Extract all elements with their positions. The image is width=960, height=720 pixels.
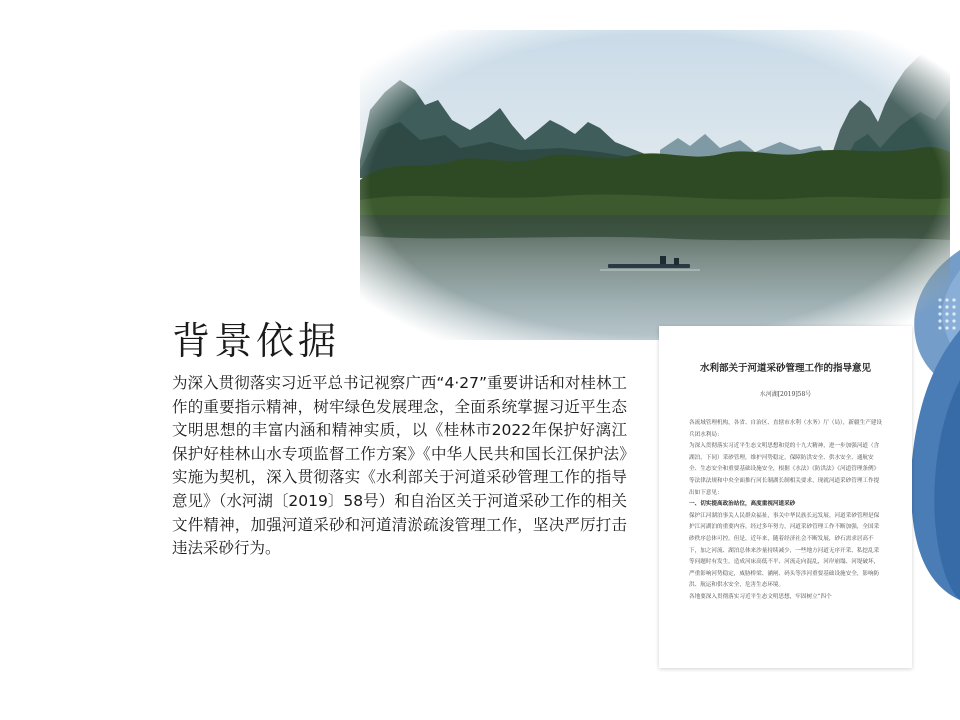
document-body: [689, 418, 884, 604]
karst-river-photo: [360, 30, 950, 340]
document-paragraph: 为深入贯彻落实习近平生态文明思想和党的十九大精神，进一步加强河道（含湖泊，下同）采砂管理，维护河势稳定，保障防洪安全、供水安全、通航安全、生态安全和重要基础设施安全，根据《水法》《防洪法》《河道管理条例》等法律法规和中央全面推行河长制湖长制相关要求，现就河道采砂管理工作提出如下意见：: [689, 443, 880, 496]
document-number: 水河湖[2019]58号: [759, 391, 812, 398]
document-paragraph: 保护江河湖泊事关人民群众福祉，事关中华民族长远发展。河道采砂管理是保护江河湖泊的重要内容，经过多年努力，河道采砂管理工作不断加强，全国采砂秩序总体可控。但是，近年来，随着经济社会不断发展，砂石需求居高不下，加之河流、湖泊总体来沙量持续减少，一些地方河道无序开采、私挖乱采等问题时有发生，造成河床高低不平、河流走向混乱，河岸崩塌、河堤破坏，严重影响河势稳定，威胁桥梁、涵闸、码头等涉河重要基础设施安全，影响防洪、航运和供水安全，危害生态环境。: [689, 512, 880, 589]
guidance-document-image: [659, 326, 912, 668]
document-section-heading: 一、切实提高政治站位，高度重视河道采砂: [689, 501, 796, 508]
document-addressee: 各流域管理机构，各省、自治区、直辖市水利（水务）厅（局），新疆生产建设兵团水利局：: [689, 420, 882, 438]
document-paragraph: 各地要深入贯彻落实习近平生态文明思想，牢固树立“四个: [689, 593, 832, 600]
background-basis-paragraph: 为深入贯彻落实习近平总书记视察广西“4·27”重要讲话和对桂林工作的重要指示精神，树牢绿色发展理念，全面系统掌握习近平生态文明思想的丰富内涵和精神实质，以《桂林市2022年保护好漓江保护好桂林山水专项监督工作方案》《中华人民共和国长江保护法》实施为契机，深入贯彻落实《水利部关于河道采砂管理工作的指导意见》（水河湖〔2019〕58号）和自治区关于河道采砂工作的相关文件精神，加强河道采砂和河道清淤疏浚管理工作，坚决严厉打击违法采砂行为。: [172, 374, 627, 558]
section-title: 背景依据: [172, 319, 341, 363]
document-title: 水利部关于河道采砂管理工作的指导意见: [699, 363, 871, 374]
